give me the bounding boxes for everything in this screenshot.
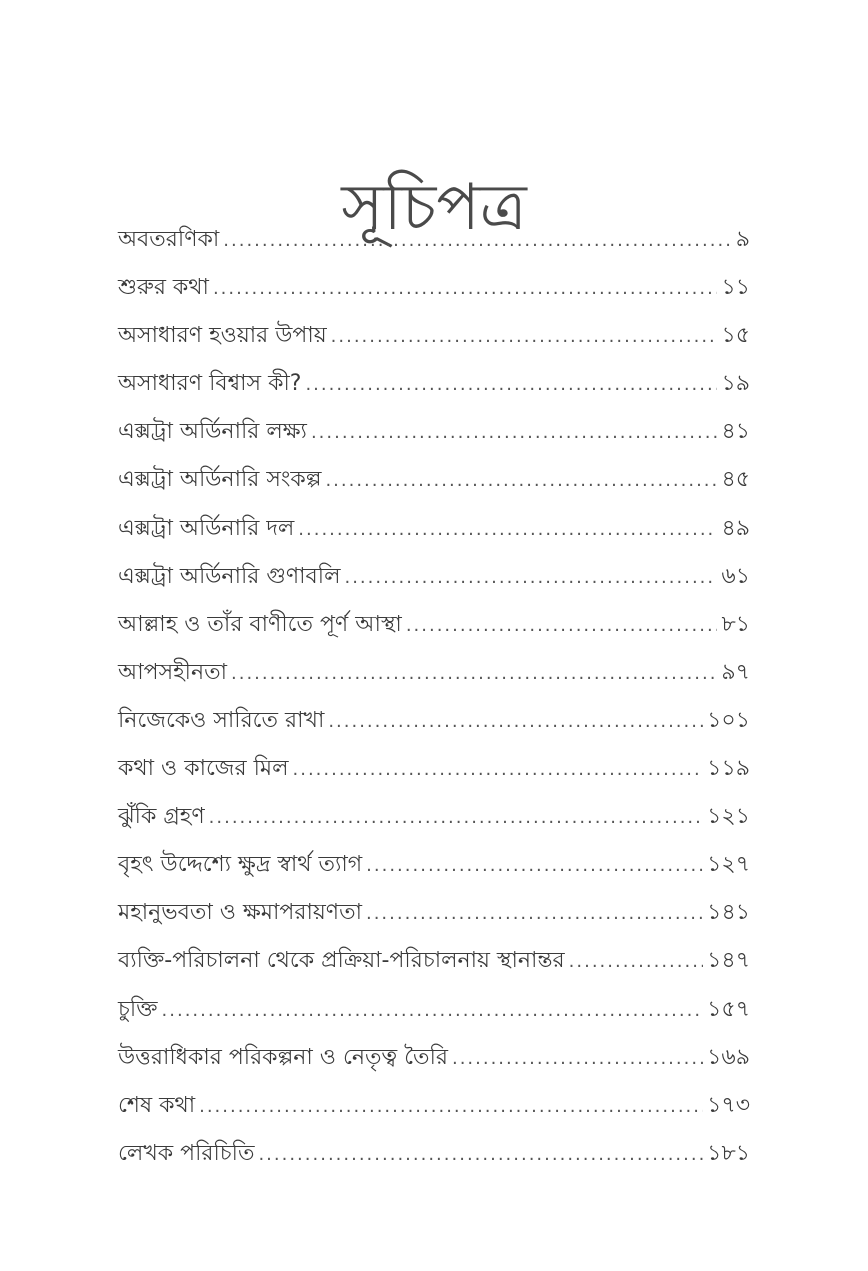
dot-leader bbox=[223, 219, 731, 263]
toc-entry-title: উত্তরাধিকার পরিকল্পনা ও নেতৃত্ব তৈরি bbox=[118, 1044, 448, 1070]
dot-leader bbox=[231, 652, 717, 696]
toc-entry-page: ১১৯ bbox=[707, 756, 750, 782]
dot-leader bbox=[305, 363, 717, 407]
toc-entry-title: ঝুঁকি গ্রহণ bbox=[118, 804, 205, 830]
toc-entry bbox=[118, 1132, 750, 1180]
dot-leader bbox=[325, 459, 717, 503]
toc-entry-title: শেষ কথা bbox=[118, 1092, 196, 1118]
toc-entry bbox=[118, 458, 750, 506]
toc-entry bbox=[118, 1084, 750, 1132]
dot-leader bbox=[406, 604, 718, 648]
toc-entry-page: ১৯ bbox=[721, 371, 750, 397]
dot-leader bbox=[199, 1085, 703, 1129]
dot-leader bbox=[293, 748, 704, 792]
dot-leader bbox=[298, 508, 717, 552]
toc-entry bbox=[118, 266, 750, 314]
toc-entry-title: এক্সট্রা অর্ডিনারি সংকল্প bbox=[118, 467, 322, 493]
toc-entry bbox=[118, 651, 750, 699]
toc-entry bbox=[118, 795, 750, 843]
toc-entry bbox=[118, 555, 750, 603]
dot-leader bbox=[328, 700, 703, 744]
toc-entry-title: চুক্তি bbox=[118, 996, 158, 1022]
toc-entry-page: ১৭৩ bbox=[707, 1092, 750, 1118]
toc-entry-title: আপসহীনতা bbox=[118, 659, 227, 685]
toc-entry-page: ১২৭ bbox=[707, 852, 750, 878]
toc-entry-page: ১৫৭ bbox=[707, 996, 750, 1022]
toc-entry bbox=[118, 218, 750, 266]
toc-entry-title: মহানুভবতা ও ক্ষমাপরায়ণতা bbox=[118, 900, 362, 926]
toc-entry bbox=[118, 747, 750, 795]
toc-entry-page: ৪১ bbox=[721, 419, 750, 445]
dot-leader bbox=[569, 940, 703, 984]
toc-entry-page: ৯৭ bbox=[721, 659, 750, 685]
toc-entry-title: বৃহৎ উদ্দেশ্যে ক্ষুদ্র স্বার্থ ত্যাগ bbox=[118, 852, 363, 878]
page-title: সূচিপত্র bbox=[341, 170, 527, 245]
dot-leader bbox=[209, 796, 703, 840]
dot-leader bbox=[213, 267, 718, 311]
dot-leader bbox=[162, 989, 704, 1033]
toc-entry-title: ব্যক্তি-পরিচালনা থেকে প্রক্রিয়া-পরিচালনায় স্থানান্তর bbox=[118, 948, 565, 974]
toc-entry bbox=[118, 1036, 750, 1084]
toc-entry-page: ৬১ bbox=[721, 563, 750, 589]
toc-entry-title: আল্লাহ ও তাঁর বাণীতে পূর্ণ আস্থা bbox=[118, 611, 402, 637]
dot-leader bbox=[331, 315, 718, 359]
toc-entry-page: ১৮১ bbox=[707, 1140, 750, 1166]
toc-entry bbox=[118, 410, 750, 458]
toc-entry-title: শুরুর কথা bbox=[118, 275, 209, 301]
dot-leader bbox=[452, 1037, 703, 1081]
dot-leader bbox=[258, 1133, 703, 1177]
toc-entry-page: ৪৫ bbox=[721, 467, 750, 493]
toc-entry-title: এক্সট্রা অর্ডিনারি গুণাবলি bbox=[118, 563, 341, 589]
toc-entry-title: এক্সট্রা অর্ডিনারি লক্ষ্য bbox=[118, 419, 307, 445]
toc-entry-page: ১৫ bbox=[721, 323, 750, 349]
toc-entry bbox=[118, 891, 750, 939]
toc-entry bbox=[118, 988, 750, 1036]
toc-entry-title: অসাধারণ হওয়ার উপায় bbox=[118, 323, 327, 349]
toc-entry-title: এক্সট্রা অর্ডিনারি দল bbox=[118, 515, 295, 541]
toc-entry-page: ১৪৭ bbox=[707, 948, 750, 974]
toc-entry bbox=[118, 507, 750, 555]
toc-entry bbox=[118, 314, 750, 362]
toc-entry bbox=[118, 362, 750, 410]
dot-leader bbox=[311, 411, 718, 455]
toc-entry-page: ১২১ bbox=[707, 804, 750, 830]
toc-entry-page: ১১ bbox=[721, 275, 750, 301]
toc-entry bbox=[118, 699, 750, 747]
toc-entry bbox=[118, 843, 750, 891]
toc-entry-page: ১৬৯ bbox=[707, 1044, 750, 1070]
dot-leader bbox=[366, 844, 703, 888]
dot-leader bbox=[366, 892, 703, 936]
toc-entry-page: ৮১ bbox=[721, 611, 750, 637]
dot-leader bbox=[344, 556, 717, 600]
toc-entry-page: ৪৯ bbox=[721, 515, 750, 541]
toc-entry-page: ১৪১ bbox=[707, 900, 750, 926]
table-of-contents bbox=[118, 218, 750, 1180]
toc-entry-title: অবতরণিকা bbox=[118, 227, 220, 252]
toc-entry-title: লেখক পরিচিতি bbox=[118, 1140, 255, 1166]
toc-entry-title: কথা ও কাজের মিল bbox=[118, 756, 289, 782]
toc-entry bbox=[118, 939, 750, 987]
toc-entry-page: ৯ bbox=[735, 227, 750, 252]
toc-entry bbox=[118, 603, 750, 651]
toc-entry-page: ১০১ bbox=[707, 707, 750, 733]
toc-entry-title: নিজেকেও সারিতে রাখা bbox=[118, 707, 325, 733]
toc-entry-title: অসাধারণ বিশ্বাস কী? bbox=[118, 371, 302, 397]
